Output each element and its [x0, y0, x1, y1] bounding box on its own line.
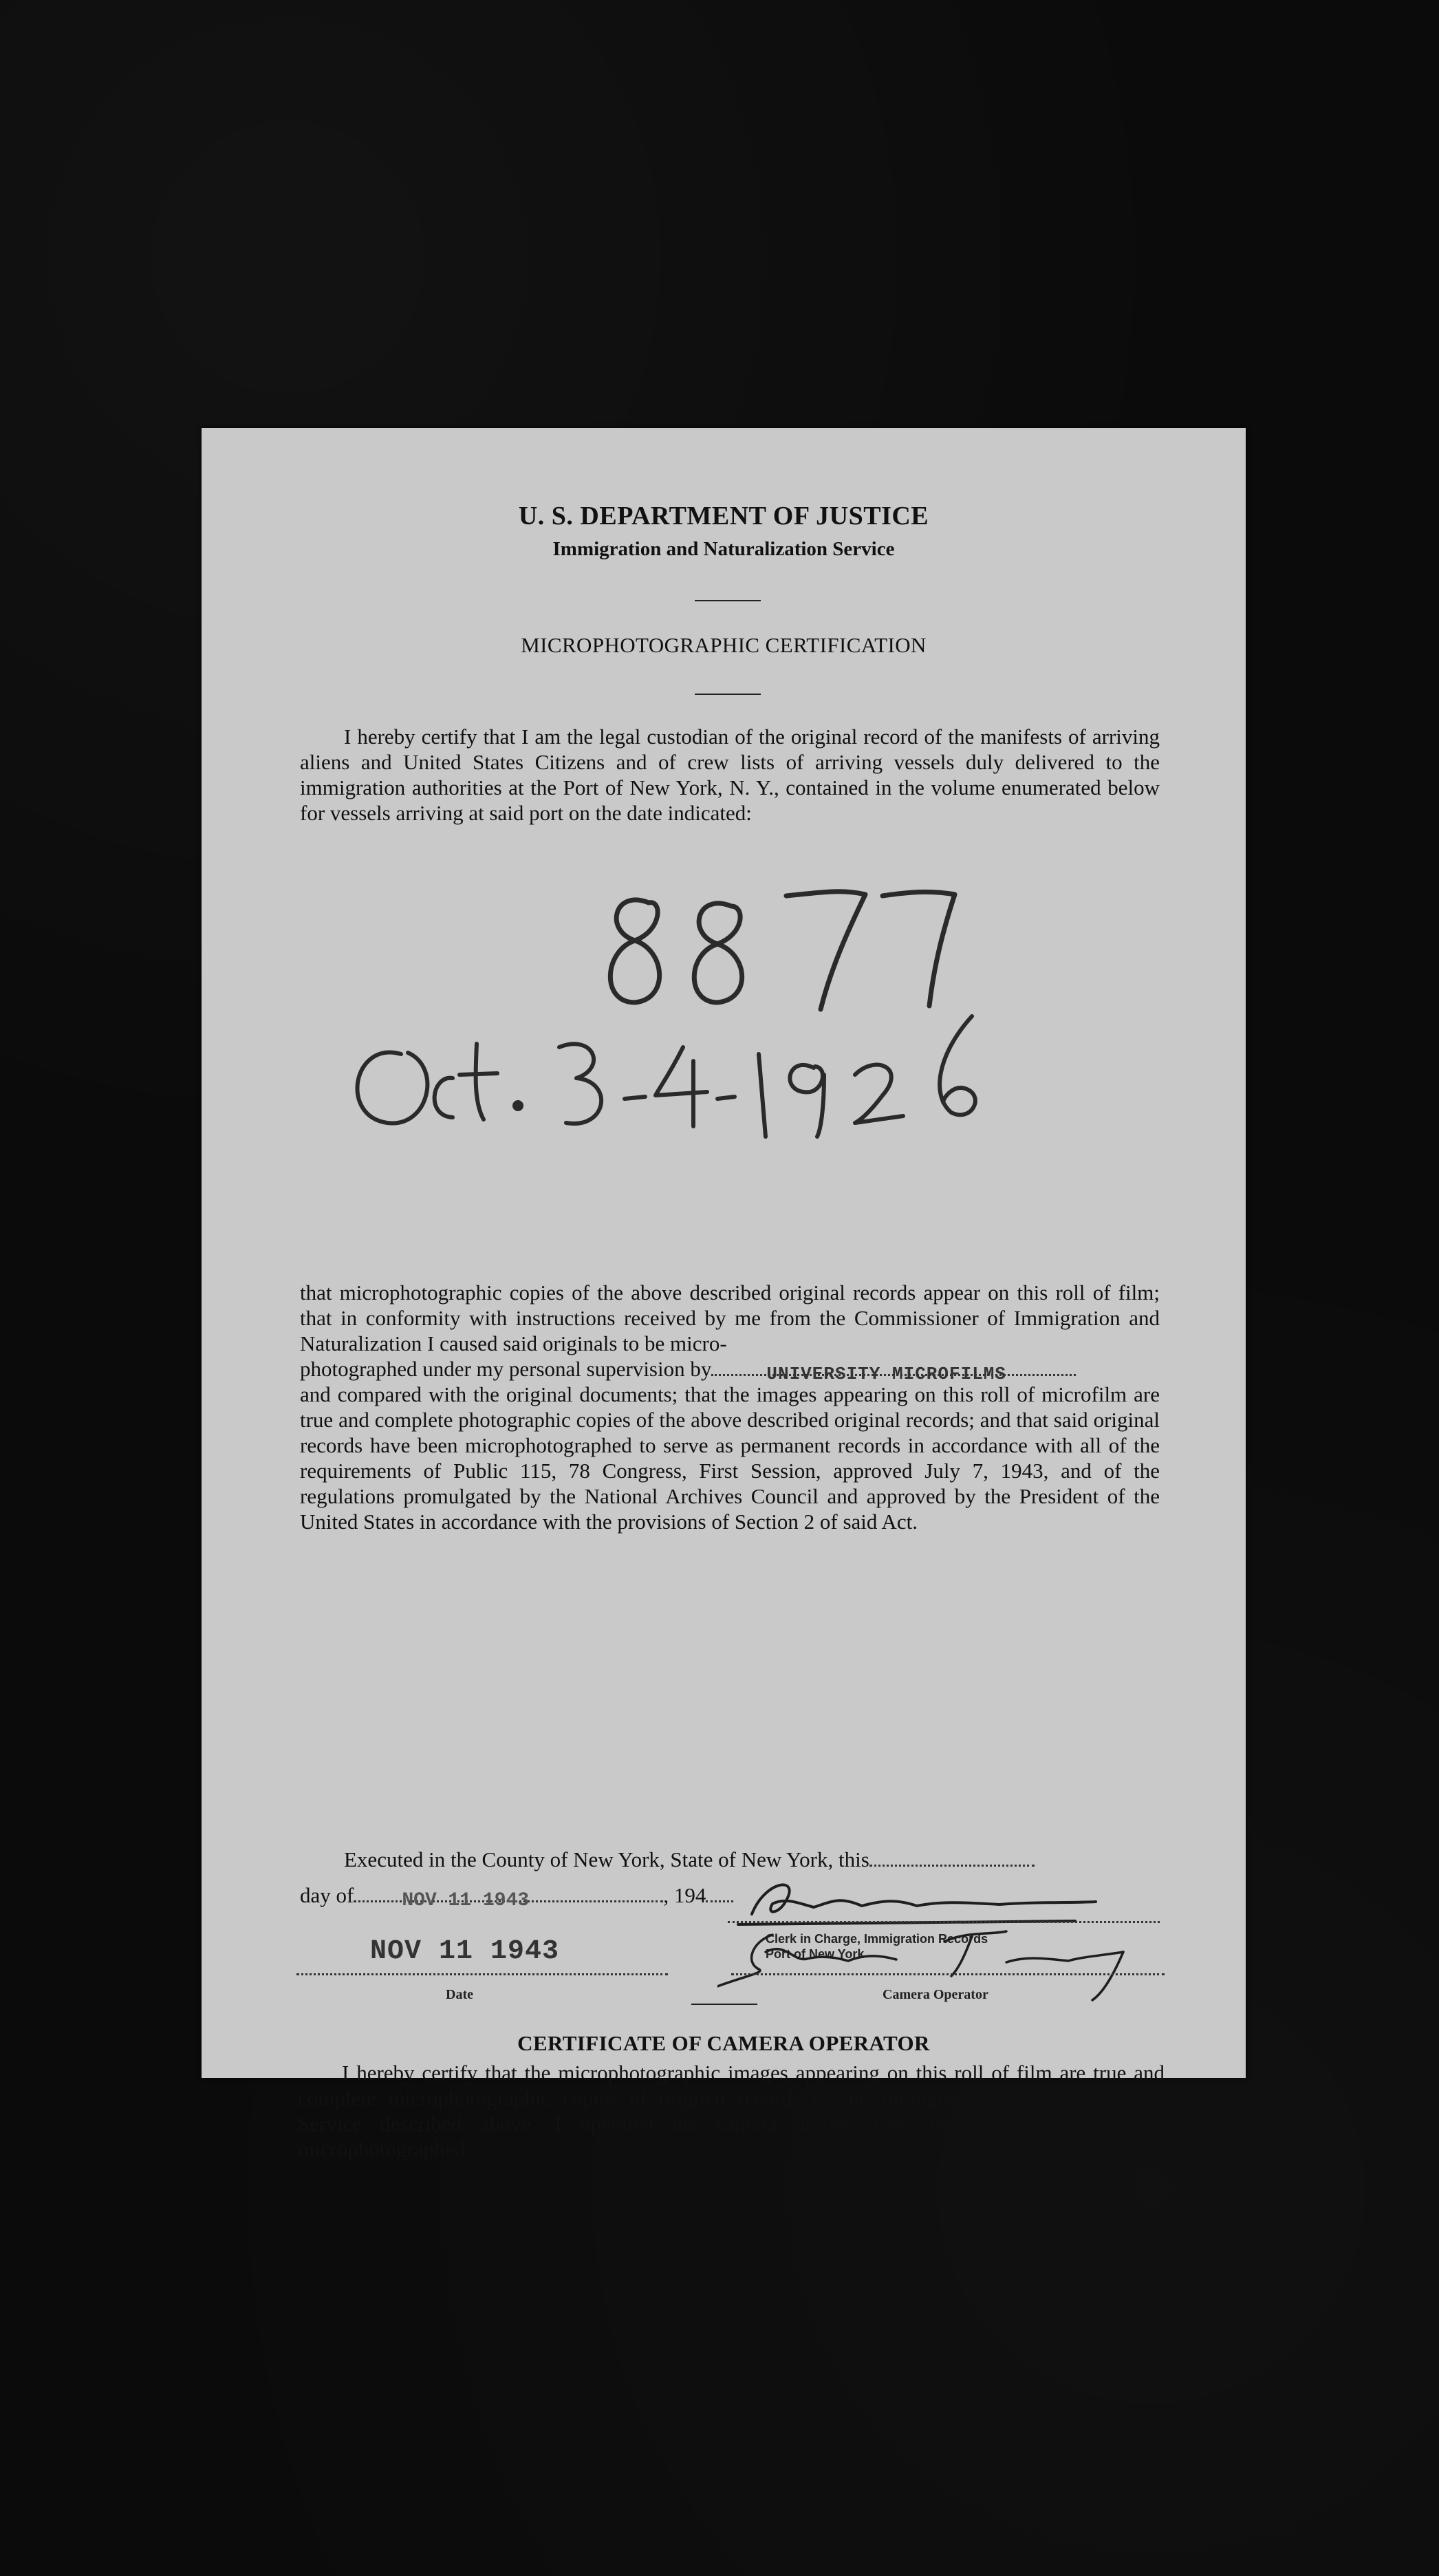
paragraph-text: that microphotographic copies of the above described original records appear on this roll of film; that in conformity with instructions received by me from the Commissioner of Immigration and Naturalization I caused said originals to be micro-	[300, 1280, 1160, 1355]
executed-text: Executed in the County of New York, State of New York, this	[344, 1847, 869, 1871]
camera-paragraph: I hereby certify that the microphotographic images appearing on this roll of film are true and complete microphotographic copies of original records of the Immigration and Naturalization Service described above. I operated the camera at the time that these records were microphotographed.	[298, 2061, 1165, 2161]
handwritten-volume-and-date	[312, 848, 1137, 1150]
camera-signature-area	[202, 1804, 1246, 2078]
clerk-title: Clerk in Charge, Immigration Records	[766, 1932, 988, 1946]
supervision-line	[300, 1356, 1160, 1382]
operator-line	[731, 1973, 1165, 1975]
digit-8-second	[694, 903, 742, 1002]
date-label: Date	[446, 1987, 473, 2002]
certification-title: MICROPHOTOGRAPHIC CERTIFICATION	[521, 633, 927, 657]
divider	[695, 600, 761, 601]
digit-8-first	[610, 900, 659, 1002]
company-stamp: UNIVERSITY MICROFILMS	[766, 1364, 1007, 1384]
certification-paragraph: I hereby certify that I am the legal custodian of the original record of the manifests of arriving aliens and United States Citizens and of crew lists of arriving vessels duly delivered to the immigration authorities at the Port of New York, N. Y., contained in the volume enumerated below for vessels arriving at said port on the date indicated:	[300, 724, 1160, 825]
clerk-port: Port of New York	[766, 1947, 865, 1961]
digit-7-second	[883, 892, 955, 1006]
handwritten-date-strokes	[357, 1016, 975, 1137]
year-prefix: , 194	[663, 1883, 706, 1907]
operator-label: Camera Operator	[883, 1987, 988, 2002]
supervisor-fill-line	[711, 1364, 1076, 1384]
certification-paragraph-continued	[300, 1280, 1160, 1534]
faded-date-stamp: NOV 11 1943	[402, 1890, 530, 1911]
divider	[695, 694, 761, 695]
camera-certificate-title: CERTIFICATE OF CAMERA OPERATOR	[517, 2031, 930, 2055]
day-of-text: day of	[300, 1883, 354, 1907]
camera-date-stamp: NOV 11 1943	[370, 1936, 560, 1967]
supervision-text: photographed under my personal supervision by	[300, 1357, 712, 1381]
date-line	[296, 1973, 668, 1975]
digit-7-first	[786, 892, 865, 1009]
service-subtitle: Immigration and Naturalization Service	[552, 538, 895, 560]
paragraph-text: and compared with the original documents; that the images appearing on this roll of microfilm are true and complete photographic copies of the above described original records; and that said original records have been microphotographed to serve as permanent records in accordance with all of the requirements of Public 115, 78 Congress, First Session, approved July 7, 1943, and of the regulations promulgated by the National Archives Council and approved by the President of the United States in accordance with the provisions of Section 2 of said Act.	[300, 1382, 1160, 1534]
department-title: U. S. DEPARTMENT OF JUSTICE	[518, 502, 929, 530]
